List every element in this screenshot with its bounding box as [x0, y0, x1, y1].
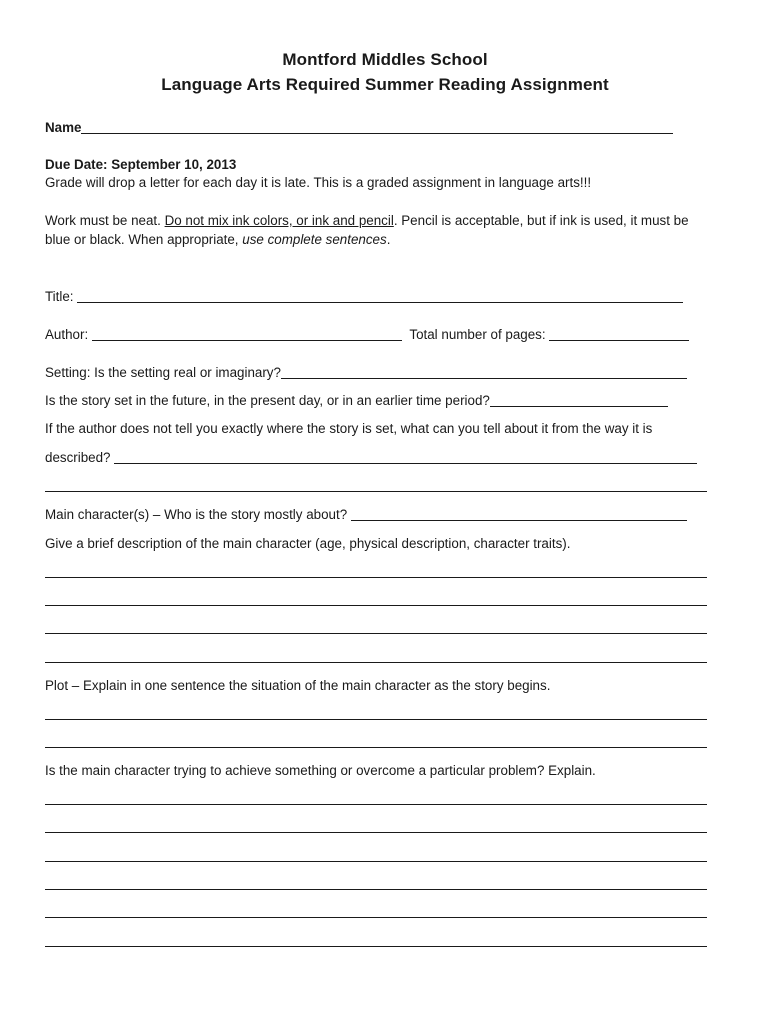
answer-line[interactable]: [45, 889, 707, 890]
answer-line[interactable]: [45, 491, 707, 492]
main-character-label: Main character(s) – Who is the story mostly about?: [45, 507, 348, 522]
neatness-text-end: . Pencil is acceptable, but if ink is used, it must be: [393, 213, 689, 228]
pages-label: Total number of pages:: [409, 327, 546, 342]
answer-line[interactable]: [45, 946, 707, 947]
answer-line[interactable]: [45, 577, 707, 578]
title-label: Title:: [45, 289, 74, 304]
answer-line[interactable]: [45, 662, 707, 663]
complete-sentences: use complete sentences: [242, 232, 387, 247]
time-period-row: [45, 393, 668, 409]
described-label: described?: [45, 450, 111, 465]
time-period-blank[interactable]: [490, 394, 668, 407]
problem-question: Is the main character trying to achieve something or overcome a particular problem? Explain.: [45, 763, 596, 778]
main-character-description: Give a brief description of the main character (age, physical description, character traits).: [45, 536, 571, 551]
name-blank[interactable]: [81, 121, 673, 134]
author-label: Author:: [45, 327, 89, 342]
answer-line[interactable]: [45, 747, 707, 748]
answer-line[interactable]: [45, 917, 707, 918]
time-period-label: Is the story set in the future, in the present day, or in an earlier time period?: [45, 393, 490, 408]
assignment-title: Language Arts Required Summer Reading Assignment: [161, 75, 609, 94]
pages-blank[interactable]: [549, 328, 689, 341]
school-name: Montford Middles School: [282, 50, 488, 69]
answer-line[interactable]: [45, 832, 707, 833]
neatness-instructions: [45, 213, 689, 229]
grade-note: Grade will drop a letter for each day it is late. This is a graded assignment in language arts!!!: [45, 175, 592, 190]
described-blank[interactable]: [114, 451, 697, 464]
described-question: If the author does not tell you exactly where the story is set, what can you tell about it from the way it is: [45, 421, 653, 436]
name-row: [45, 120, 673, 136]
neatness-text-start: Work must be neat.: [45, 213, 165, 228]
answer-line[interactable]: [45, 605, 707, 606]
author-row: [45, 327, 689, 343]
answer-line[interactable]: [45, 804, 707, 805]
plot-question: Plot – Explain in one sentence the situation of the main character as the story begins.: [45, 678, 551, 693]
setting-label: Setting: Is the setting real or imaginary?: [45, 365, 281, 380]
described-row: [45, 450, 697, 466]
neatness-line2-end: .: [386, 232, 391, 247]
author-blank[interactable]: [92, 328, 402, 341]
main-character-blank[interactable]: [351, 508, 687, 521]
main-character-row: [45, 507, 687, 523]
title-row: [45, 289, 683, 305]
neatness-line2-start: blue or black. When appropriate,: [45, 232, 243, 247]
setting-row: [45, 365, 687, 381]
neatness-instructions-line2: [45, 232, 390, 248]
neatness-underlined: Do not mix ink colors, or ink and pencil: [164, 213, 394, 228]
answer-line[interactable]: [45, 719, 707, 720]
answer-line[interactable]: [45, 861, 707, 862]
title-blank[interactable]: [77, 290, 683, 303]
name-label: Name: [45, 120, 82, 135]
due-date: Due Date: September 10, 2013: [45, 157, 237, 172]
answer-line[interactable]: [45, 633, 707, 634]
setting-blank[interactable]: [281, 366, 687, 379]
